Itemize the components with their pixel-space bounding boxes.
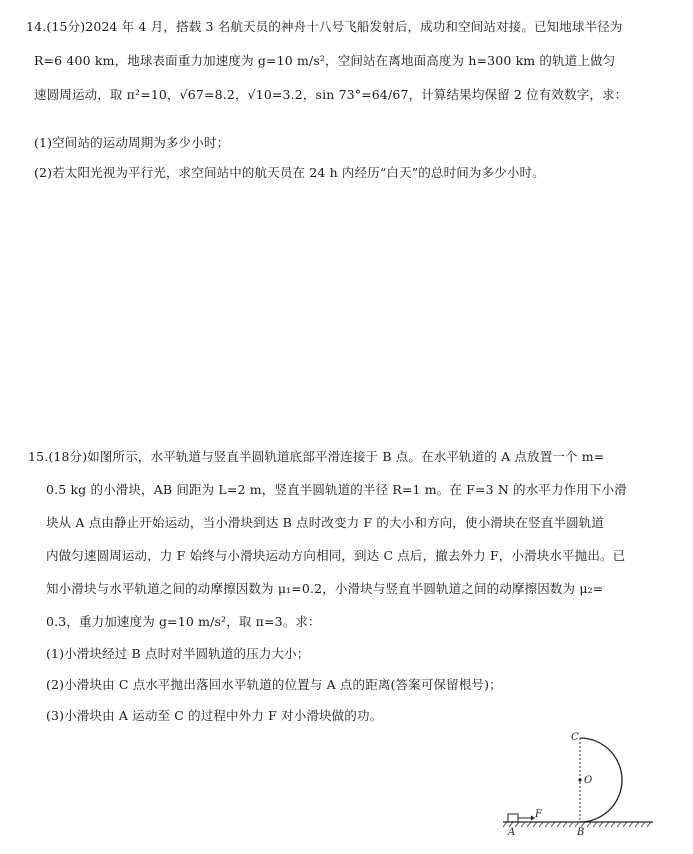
label-b: B: [577, 827, 585, 838]
q14-subquestion-2: (2)若太阳光视为平行光，求空间站中的航天员在 24 h 内经历“白天”的总时间为多少小时。: [34, 165, 545, 180]
track-diagram-svg: [495, 728, 665, 840]
q15-line-5: 知小滑块与水平轨道之间的动摩擦因数为 μ₁=0.2，小滑块与竖直半圆轨道之间的动摩擦因数为 μ₂=: [46, 581, 604, 596]
q14-line-2: R=6 400 km，地球表面重力加速度为 g=10 m/s²，空间站在离地面高度为 h=300 km 的轨道上做匀: [34, 53, 616, 68]
q15-subquestion-1: (1)小滑块经过 B 点时对半圆轨道的压力大小；: [46, 646, 310, 661]
slider-block: [508, 814, 518, 822]
label-a: A: [508, 827, 516, 838]
q15-line-4: 内做匀速圆周运动，力 F 始终与小滑块运动方向相同，到达 C 点后，撤去外力 F，小滑块水平抛出。已: [46, 548, 626, 563]
q14-line-3: 速圆周运动，取 π²=10，√67=8.2，√10=3.2，sin 73°=64/67，计算结果均保留 2 位有效数字，求：: [34, 87, 628, 102]
q15-line-1: 15.(18分)如图所示，水平轨道与竖直半圆轨道底部平滑连接于 B 点。在水平轨道的 A 点放置一个 m=: [28, 449, 605, 464]
label-f: F: [535, 809, 542, 820]
label-o: O: [584, 775, 593, 786]
q14-line-1: 14.(15分)2024 年 4 月，搭载 3 名航天员的神舟十八号飞船发射后，成功和空间站对接。已知地球半径为: [26, 19, 623, 34]
q15-line-2: 0.5 kg 的小滑块，AB 间距为 L=2 m，竖直半圆轨道的半径 R=1 m。在 F=3 N 的水平力作用下小滑: [46, 482, 627, 497]
q15-line-6: 0.3，重力加速度为 g=10 m/s²，取 π=3。求：: [46, 614, 321, 629]
q14-subquestion-1: (1)空间站的运动周期为多少小时；: [34, 135, 230, 150]
track-diagram: [495, 728, 665, 840]
label-c: C: [571, 732, 579, 743]
q15-line-3: 块从 A 点由静止开始运动，当小滑块到达 B 点时改变力 F 的大小和方向，使小滑块在竖直半圆轨道: [46, 515, 605, 530]
q15-subquestion-3: (3)小滑块由 A 运动至 C 的过程中外力 F 对小滑块做的功。: [46, 708, 383, 723]
center-point: [578, 778, 581, 781]
q15-subquestion-2: (2)小滑块由 C 点水平抛出落回水平轨道的位置与 A 点的距离(答案可保留根号)；: [46, 677, 502, 692]
